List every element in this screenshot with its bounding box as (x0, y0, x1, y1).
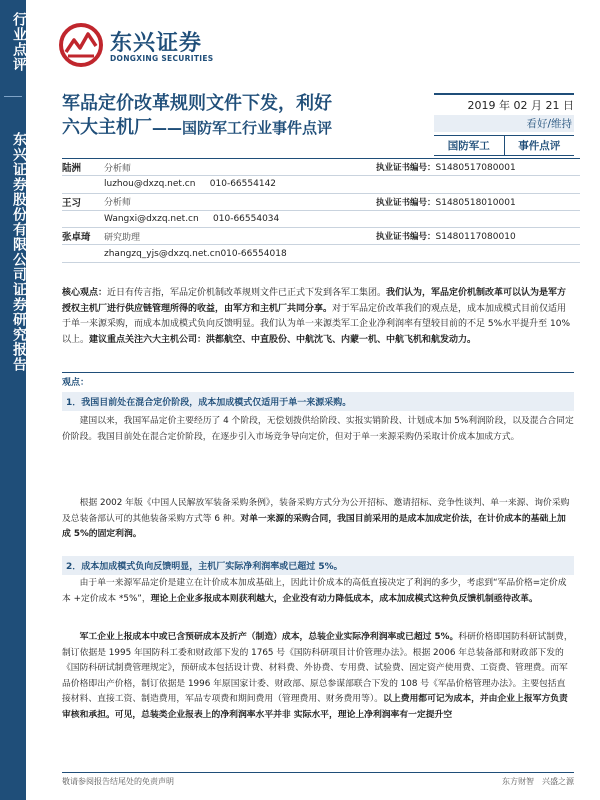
section-2-paragraph-2 (62, 630, 574, 723)
views-label: 观点： (62, 378, 90, 388)
cert-label: 执业证书编号： (376, 163, 436, 174)
core-view-summary (62, 286, 574, 348)
logo-en-name: DONGXING SECURITIES (110, 54, 214, 63)
s2-p2-bold-end: 以上费用都可记为成本，并由企业上报军方负责审核和承担。可见，总装类企业报表上的净利润率水平并非 实际水平，理论上净利润率有一定提升空 (62, 694, 568, 720)
sidebar-firm-report: 东兴证券股份有限公司证券研究报告 (11, 132, 27, 372)
cert-label: 执业证书编号： (376, 232, 436, 243)
summary-text-2: 对于军品定价改革我们的观点是，成本加成模式目前仅适用于单一来源采购，而成本加成模式负向反馈明显。我们认为单一来源类军工企业净利润率有望较目前的不足 5%水平提升至 10%以上。 (62, 303, 571, 345)
analyst-row (62, 228, 580, 245)
analyst-row (62, 194, 580, 211)
section-1-paragraph-2 (62, 496, 574, 543)
sidebar-divider (4, 96, 22, 97)
cert-number: S1480517080001 (435, 163, 516, 174)
summary-bold-1: 我们认为，军品定价机制改革可以认为是军方授权主机厂进行供应链管理所得的收益，由军方和主机厂共同分享。 (62, 288, 567, 314)
section-2-paragraph-1 (62, 576, 574, 607)
footer-disclaimer: 敬请参阅报告结尾处的免责声明 (62, 777, 174, 786)
views-header (62, 372, 574, 388)
analyst-email[interactable]: Wangxi@dxzq.net.cn (104, 214, 199, 225)
report-title (62, 92, 422, 140)
page-footer (62, 772, 574, 787)
report-date: 2019 年 02 月 21 日 (434, 93, 574, 113)
analyst-table (62, 158, 580, 263)
section-1-paragraph-1: 建国以来，我国军品定价主要经历了 4 个阶段，无偿划拨供给阶段、实报实销阶段、计划成本加 5%利润阶段，以及混合合同定价阶段。我国目前处在混合定价阶段，在逐步引入市场竞争导向定价，但对于单一来源采购仍采取计价成本加成方式。 (62, 416, 574, 442)
analyst-phone: 010-66554142 (209, 179, 277, 190)
s2-p1-text: 由于单一来源军品定价是建立在计价成本加成基础上，因此计价成本的高低直接决定了利润的多少，考虑到“军品价格=定价成本 +定价成本 *5%”， (62, 578, 567, 604)
summary-text-1: 近日有传言指，军品定价机制改革规则文件已正式下发到各军工集团。 (107, 288, 387, 298)
analyst-email[interactable]: zhangzq_yjs@dxzq.net.cn (104, 248, 221, 259)
analyst-role: 分析师 (104, 198, 132, 209)
report-type-tag: 事件点评 (504, 136, 575, 155)
footer-slogan: 东方财智 兴盛之源 (502, 777, 574, 786)
s1-p2-bold: 对单一来源的采购合同，我国目前采用的是成本加成定价法，在计价成本的基础上加成 5%的固定利润。 (62, 513, 566, 539)
s2-p1-bold: 理论上企业多报成本则获利越大，企业没有动力降低成本，成本加成模式这种负反馈机制亟待改革。 (150, 593, 538, 604)
sidebar (0, 0, 26, 800)
cert-number: S1480518010001 (435, 197, 516, 208)
sidebar-category: 行业点评 (11, 12, 27, 72)
title-line-1: 军品定价改革规则文件下发，利好 (62, 93, 332, 114)
company-logo (58, 22, 258, 74)
cert-label: 执业证书编号： (376, 197, 436, 208)
cert-number: S1480117080010 (435, 232, 516, 243)
logo-name: 东兴证券 (110, 31, 203, 56)
analyst-contact-row (62, 176, 580, 193)
core-view-label: 核心观点： (62, 288, 108, 298)
rating-badge: 看好/维持 (434, 115, 574, 132)
analyst-contact-row (62, 245, 580, 262)
report-meta (434, 93, 574, 156)
logo-mark-icon (58, 22, 104, 68)
s2-p2-text: 科研价格即国防科研试制费，制订依据是 1995 年国防科工委和财政部下发的 1765 号《国防科研项目计价管理办法》。根据 2006 年总装备部和财政部下发的《国防科研试制费管理规定》，预研成本包括设计费、材料费、外协费、专用费、试验费、固定资产使用费、工资费、管理费。而军品价格即出产价格，制订依据是 1996 年原国家计委、财政部、原总参谋部联合下发的 108 号《军品价格管理办法》。主要包括直接材料、直接工资、制造费用，军品专项费和期间费用（管理费用、财务费用等）。 (62, 632, 573, 704)
analyst-name: 张卓琦 (62, 232, 91, 244)
section-1-heading: 1．我国目前处在混合定价阶段，成本加成模式仅适用于单一来源采购。 (62, 392, 574, 411)
s1-p2-text: 根据 2002 年版《中国人民解放军装备采购条例》，装备采购方式分为公开招标、邀请招标、竞争性谈判、单一来源、询价采购及总装备部认可的其他装备采购方式等 6 种。 (62, 498, 570, 524)
analyst-phone: 010-66554034 (213, 214, 280, 225)
analyst-contact-row (62, 211, 580, 228)
analyst-name: 陆洲 (62, 163, 82, 175)
analyst-row (62, 159, 580, 176)
section-2-heading: 2．成本加成模式负向反馈明显，主机厂实际净利润率或已超过 5%。 (62, 556, 574, 575)
analyst-role: 研究助理 (104, 232, 141, 243)
industry-tag: 国防军工 (447, 140, 490, 152)
analyst-role: 分析师 (104, 163, 132, 174)
title-line-2: 六大主机厂 (62, 117, 152, 138)
analyst-name: 王习 (62, 197, 82, 209)
summary-bold-2: 建议重点关注六大主机公司：洪都航空、中直股份、中航沈飞、内蒙一机、中航飞机和航发动力。 (89, 334, 477, 345)
analyst-email[interactable]: luzhou@dxzq.net.cn (104, 179, 196, 190)
analyst-phone: 010-66554018 (220, 248, 287, 259)
report-subtitle: ——国防军工行业事件点评 (152, 119, 333, 137)
s2-p2-bold: 军工企业上报成本中或已含预研成本及折产（制造）成本，总装企业实际净利润率或已超过 5%。 (79, 632, 459, 642)
